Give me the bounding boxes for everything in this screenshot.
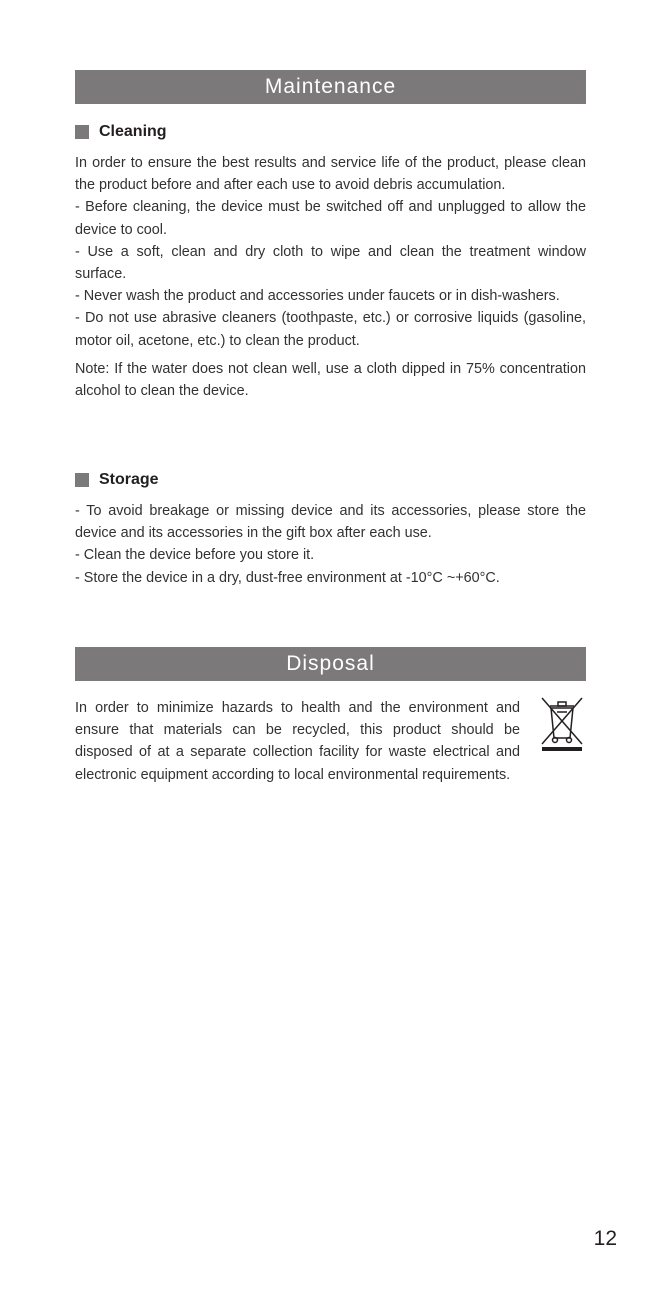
disposal-text: In order to minimize hazards to health and the environment and ensure that materials can be recycled, this product should be disposed of at a separate collection facility for waste electrical and electronic equipment according to local environmental requirements. [75,700,520,783]
square-bullet-icon [75,125,89,139]
disposal-title-banner [75,647,586,681]
cleaning-note: Note: If the water does not clean well, use a cloth dipped in 75% concentration alcohol to clean the device. [75,360,586,400]
storage-item: - To avoid breakage or missing device and its accessories, please store the device and its accessories in the gift box after each use. [75,503,586,542]
cleaning-section [75,152,586,402]
cleaning-intro: In order to ensure the best results and service life of the product, please clean the product before and after each use to avoid debris accumulation. [75,155,586,194]
storage-item: - Store the device in a dry, dust-free environment at -10°C ~+60°C. [75,569,500,586]
cleaning-item: - Before cleaning, the device must be switched off and unplugged to allow the device to cool. [75,199,586,238]
square-bullet-icon [75,473,89,487]
storage-section [75,500,586,589]
cleaning-item: - Use a soft, clean and dry cloth to wipe and clean the treatment window surface. [75,243,586,283]
cleaning-item: - Never wash the product and accessories under faucets or in dish-washers. [75,288,560,305]
storage-item: - Clean the device before you store it. [75,547,315,564]
cleaning-item: - Do not use abrasive cleaners (toothpaste, etc.) or corrosive liquids (gasoline, motor oil, acetone, etc.) to clean the product. [75,310,586,349]
maintenance-title: Maintenance [264,75,397,98]
storage-heading-text: Storage [99,471,159,488]
maintenance-title-banner [75,70,586,104]
cleaning-heading [75,121,167,143]
storage-heading [75,469,159,491]
weee-crossed-bin-icon [538,696,586,752]
disposal-title: Disposal [286,652,375,675]
cleaning-heading-text: Cleaning [99,123,167,140]
page-number: 12 [593,1227,617,1250]
